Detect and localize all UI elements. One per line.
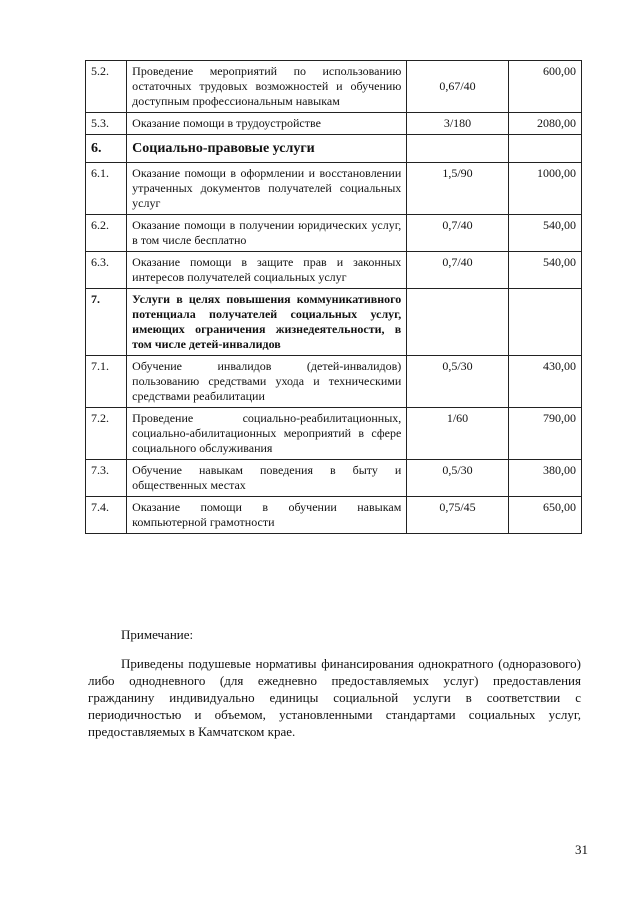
service-price: 790,00: [508, 408, 581, 460]
service-price: 1000,00: [508, 163, 581, 215]
table-row: [86, 163, 582, 215]
service-name: Обучение инвалидов (детей-инвалидов) пользованию средствами ухода и техническими средствами реабилитации: [127, 356, 407, 408]
row-number: 5.3.: [86, 113, 127, 135]
table-row: [86, 497, 582, 534]
service-norm: 1,5/90: [407, 163, 508, 215]
service-price: 540,00: [508, 215, 581, 252]
service-norm: 0,7/40: [407, 252, 508, 289]
service-price: 540,00: [508, 252, 581, 289]
service-price: 2080,00: [508, 113, 581, 135]
section-number: 6.: [86, 135, 127, 163]
service-norm: [407, 289, 508, 356]
service-price: [508, 135, 581, 163]
service-price: 650,00: [508, 497, 581, 534]
service-norm: 1/60: [407, 408, 508, 460]
row-number: 7.2.: [86, 408, 127, 460]
table-row: [86, 408, 582, 460]
row-number: 6.2.: [86, 215, 127, 252]
row-number: 5.2.: [86, 61, 127, 113]
service-norm: 0,5/30: [407, 356, 508, 408]
table-row: [86, 215, 582, 252]
service-name: Оказание помощи в получении юридических услуг, в том числе бесплатно: [127, 215, 407, 252]
service-name: Оказание помощи в оформлении и восстановлении утраченных документов получателей социальных услуг: [127, 163, 407, 215]
service-norm: 0,7/40: [407, 215, 508, 252]
row-number: 6.1.: [86, 163, 127, 215]
row-number: 6.3.: [86, 252, 127, 289]
service-price: [508, 289, 581, 356]
section-row: [86, 135, 582, 163]
services-table: [85, 60, 582, 534]
service-norm: 0,67/40: [407, 61, 508, 113]
section-row: [86, 289, 582, 356]
table-row: [86, 61, 582, 113]
section-title: Социально-правовые услуги: [127, 135, 407, 163]
row-number: 7.1.: [86, 356, 127, 408]
service-name: Проведение социально-реабилитационных, социально-абилитационных мероприятий в сфере социального обслуживания: [127, 408, 407, 460]
service-name: Оказание помощи в трудоустройстве: [127, 113, 407, 135]
service-name: Обучение навыкам поведения в быту и общественных местах: [127, 460, 407, 497]
service-name: Оказание помощи в защите прав и законных интересов получателей социальных услуг: [127, 252, 407, 289]
service-norm: [407, 135, 508, 163]
row-number: 7.4.: [86, 497, 127, 534]
service-price: 430,00: [508, 356, 581, 408]
note-text: Приведены подушевые нормативы финансирования однократного (одноразового) либо однодневного (для ежедневно предоставляемых услуг) предоставления гражданину индивидуально единицы социальной услуги в соответствии с периодичностью и объемом, установленными стандартами социальных услуг, предоставляемых в Камчатском крае.: [88, 656, 581, 739]
table-row: [86, 356, 582, 408]
service-name: Проведение мероприятий по использованию остаточных трудовых возможностей и обучению доступным профессиональным навыкам: [127, 61, 407, 113]
table-row: [86, 460, 582, 497]
service-price: 380,00: [508, 460, 581, 497]
service-norm: 0,75/45: [407, 497, 508, 534]
note-title: Примечание:: [121, 627, 194, 642]
service-price: 600,00: [508, 61, 581, 113]
service-norm: 0,5/30: [407, 460, 508, 497]
section-number: 7.: [86, 289, 127, 356]
page-number: 31: [575, 842, 588, 857]
table-row: [86, 252, 582, 289]
row-number: 7.3.: [86, 460, 127, 497]
section-title: Услуги в целях повышения коммуникативного потенциала получателей социальных услуг, имеющих ограничения жизнедеятельности, в том числе детей-инвалидов: [127, 289, 407, 356]
service-norm: 3/180: [407, 113, 508, 135]
table-row: [86, 113, 582, 135]
service-name: Оказание помощи в обучении навыкам компьютерной грамотности: [127, 497, 407, 534]
